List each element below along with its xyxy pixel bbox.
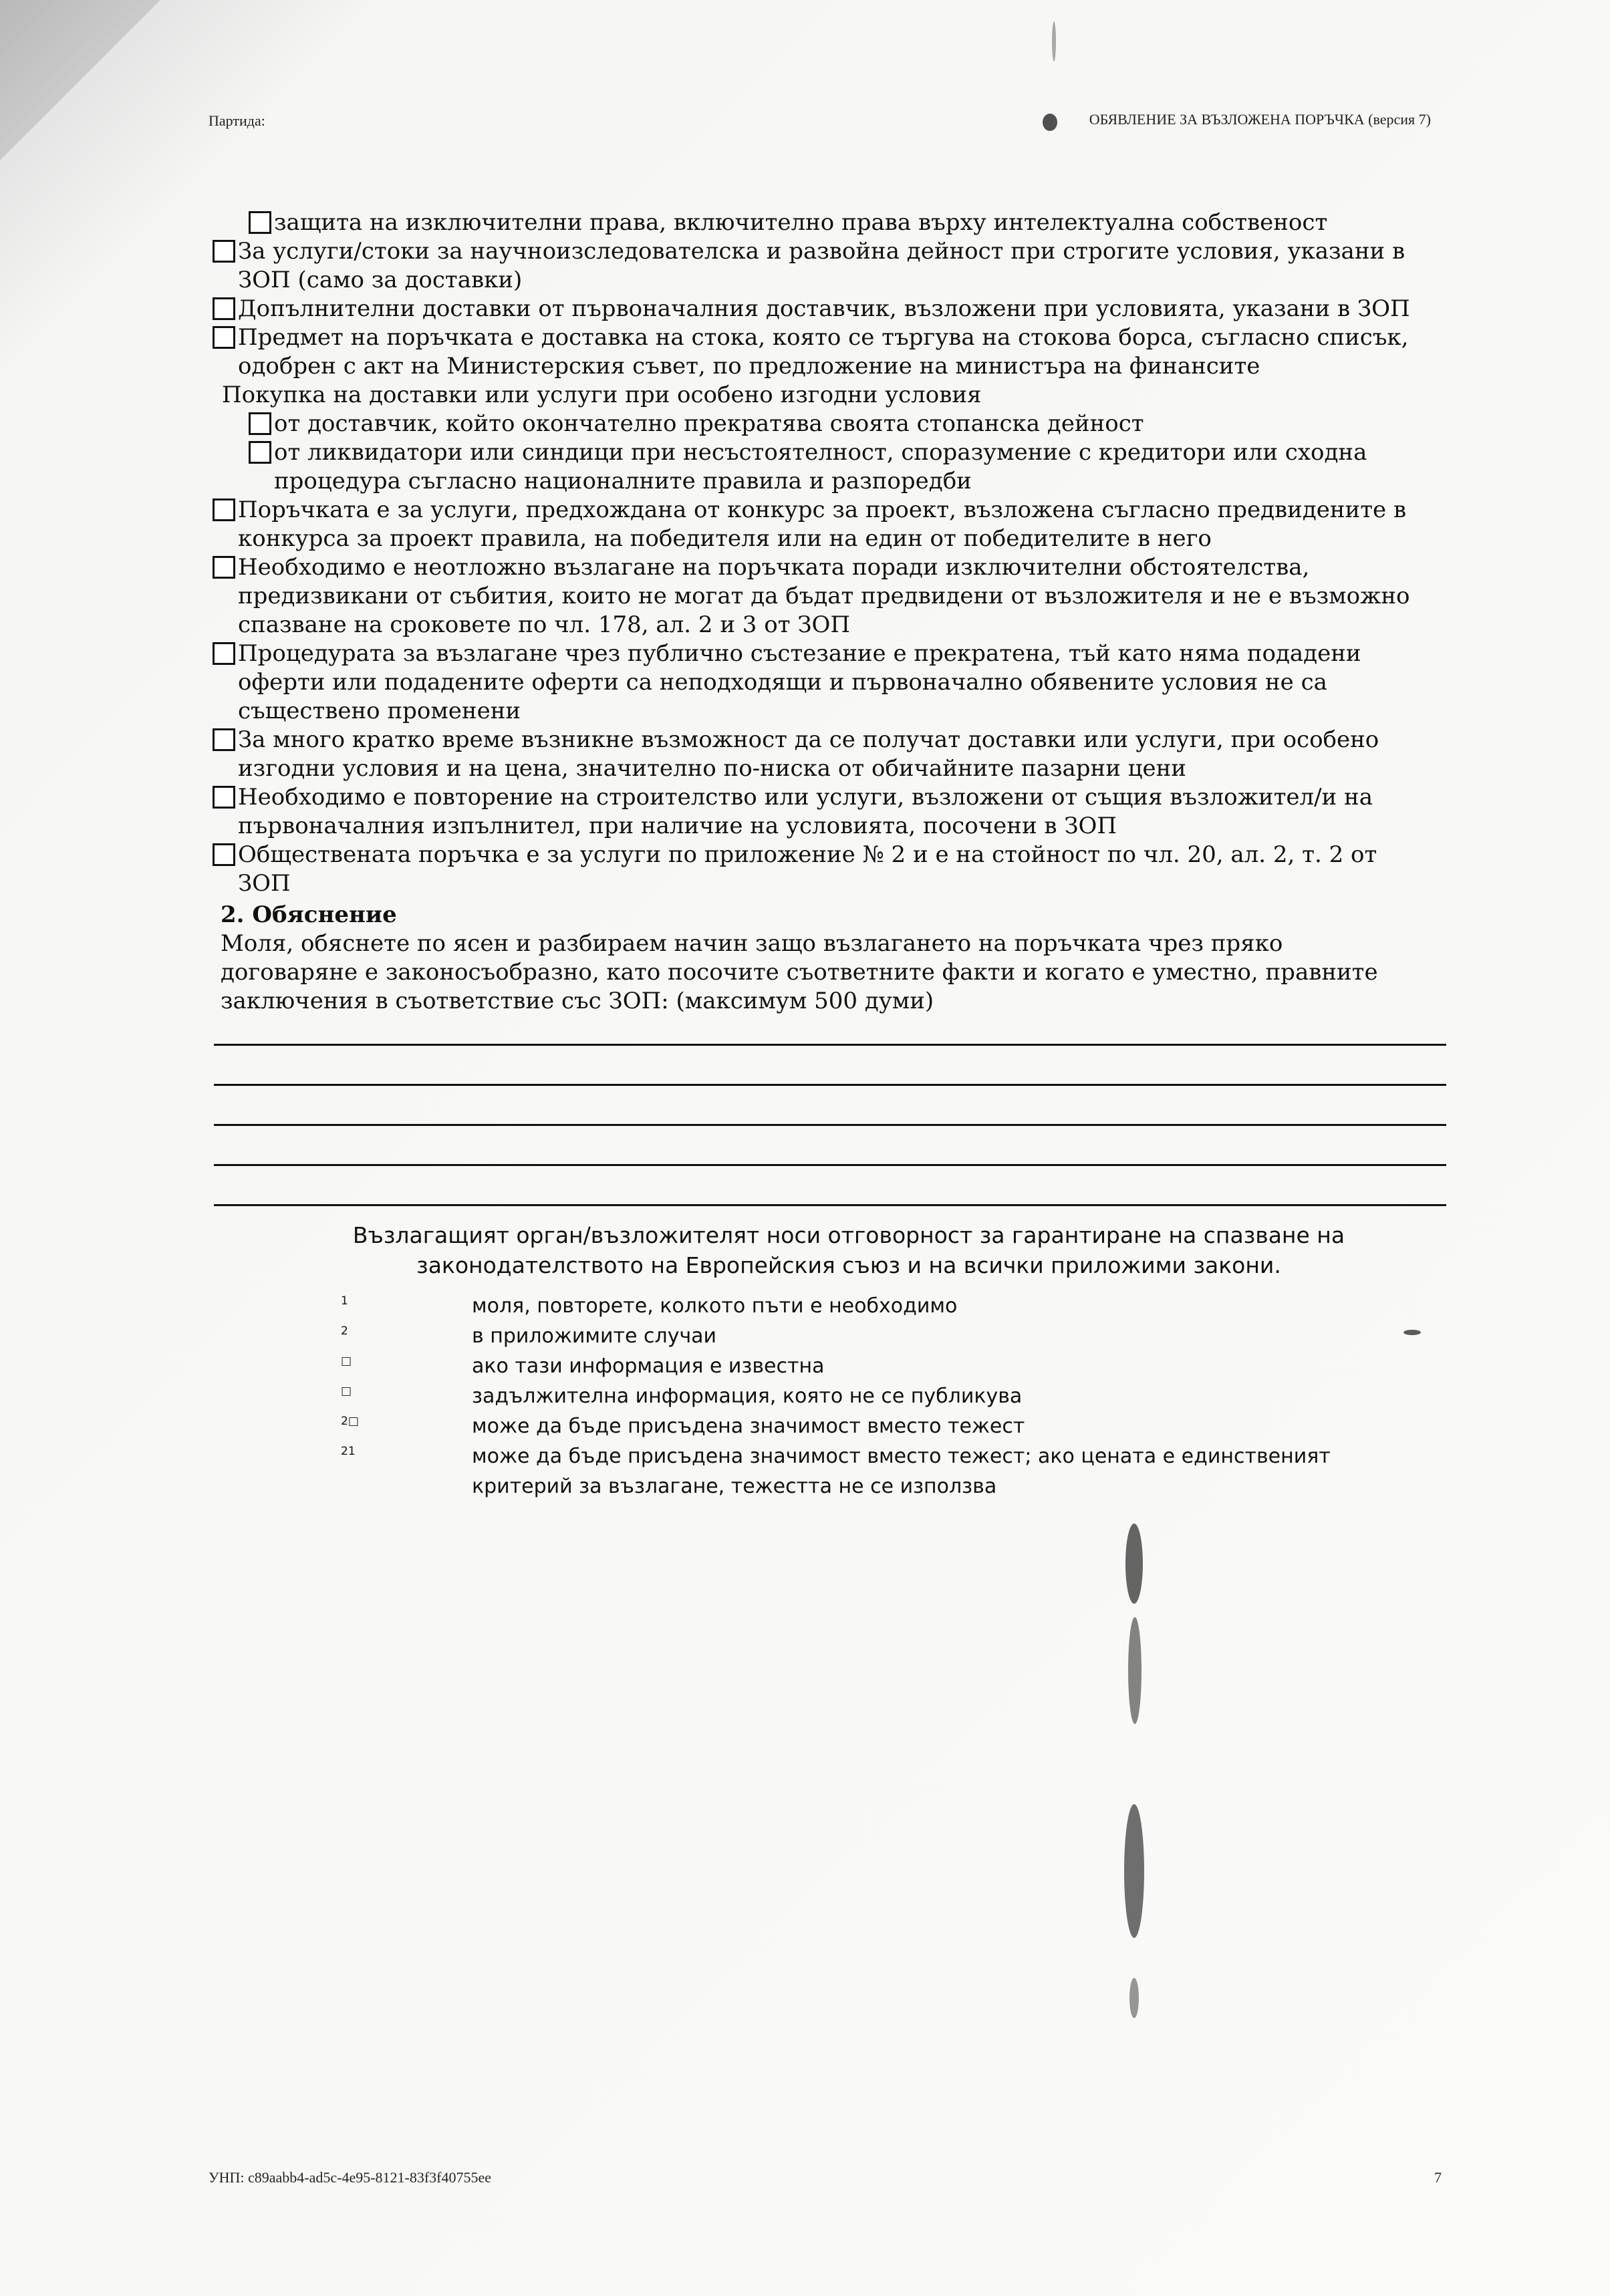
checkbox[interactable] — [213, 786, 235, 809]
checkbox[interactable] — [213, 297, 235, 320]
explanation-heading: 2. Обяснение — [221, 901, 397, 928]
footnote-text: ако тази информация е известна — [472, 1354, 825, 1378]
option-annex2-services — [213, 841, 1416, 898]
footnote-mark: □ — [341, 1354, 352, 1368]
option-label: Поръчката е за услуги, предхождана от конкурс за проект, възложена съгласно предвидените в конкурса за проект правила, на победителя или на един от победителите в него — [238, 496, 1407, 552]
footnote-item — [341, 1411, 1410, 1441]
answer-line — [214, 1084, 1446, 1086]
option-additional-deliveries — [213, 295, 1416, 323]
answer-line — [214, 1164, 1446, 1166]
footnote-mark: 1 — [341, 1294, 348, 1308]
explanation-instructions: Моля, обяснете по ясен и разбираем начин защо възлагането на поръчката чрез пряко договаряне е законосъобразно, като посочите съответните факти и когато е уместно, правните заключения в съответствие със ЗОП: (максимум 500 думи) — [221, 930, 1378, 1014]
header-batch-label: Партида: — [209, 112, 265, 129]
ink-smudge — [1129, 1978, 1139, 2018]
option-liquidators — [213, 438, 1416, 496]
checkbox[interactable] — [249, 211, 271, 234]
option-label: Необходимо е повторение на строителство или услуги, възложени от същия възложител/и на първоначалния изпълнител, при наличие на условията, посочени в ЗОП — [238, 784, 1373, 839]
ink-smudge — [1403, 1330, 1421, 1335]
ink-smudge — [1125, 1524, 1143, 1604]
folded-corner — [0, 0, 160, 160]
responsibility-statement: Възлагащият орган/възложителят носи отговорност за гарантиране на спазване на законодателството на Европейския съюз и на всички приложими закони. — [352, 1222, 1345, 1278]
footnote-mark: □ — [341, 1385, 352, 1398]
checkbox[interactable] — [213, 728, 235, 751]
footnote-text: в приложимите случаи — [472, 1324, 717, 1348]
checkbox[interactable] — [213, 498, 235, 521]
option-label: Процедурата за възлагане чрез публично състезание е прекратена, тъй като няма подадени оферти или подадените оферти са неподходящи и първоначално обявените условия не са съществено променени — [238, 640, 1361, 724]
option-short-opportunity — [213, 726, 1416, 783]
ink-smudge — [1052, 21, 1056, 61]
option-label: Необходимо е неотложно възлагане на поръчката поради изключителни обстоятелства, предизвикани от събития, които не могат да бъдат предвидени от възложителя и не е възможно спазване на сроковете по чл. 178, ал. 2 и 3 от ЗОП — [238, 554, 1410, 638]
option-label: от ликвидатори или синдици при несъстоятелност, споразумение с кредитори или сходна процедура съгласно националните правила и разпоредби — [274, 439, 1367, 494]
ink-smudge — [1043, 114, 1057, 131]
option-ip-rights — [213, 208, 1416, 237]
footnote-text: може да бъде присъдена значимост вместо тежест — [472, 1415, 1025, 1438]
option-supplier-closing — [213, 410, 1416, 438]
option-label: от доставчик, който окончателно прекратява своята стопанска дейност — [274, 410, 1144, 437]
option-design-contest — [213, 496, 1416, 553]
footnote-item — [341, 1351, 1410, 1381]
option-label: защита на изключителни права, включително права върху интелектуална собственост — [274, 209, 1328, 236]
option-label: Обществената поръчка е за услуги по приложение № 2 и е на стойност по чл. 20, ал. 2, т. 2 от ЗОП — [238, 841, 1377, 897]
footnote-text: може да бъде присъдена значимост вместо тежест; ако цената е единственият критерий за възлагане, тежестта не се използва — [472, 1445, 1331, 1498]
footnote-mark: 2 — [341, 1324, 348, 1338]
footnote-mark: 2□ — [341, 1415, 359, 1428]
favorable-terms-heading: Покупка на доставки или услуги при особено изгодни условия — [222, 382, 982, 408]
footnote-item — [341, 1291, 1410, 1321]
answer-line — [214, 1204, 1446, 1206]
ink-smudge — [1128, 1617, 1142, 1724]
option-label: Допълнителни доставки от първоначалния доставчик, възложени при условията, указани в ЗОП — [238, 295, 1410, 322]
footnote-mark: 21 — [341, 1445, 356, 1458]
footnotes — [341, 1291, 1410, 1501]
checkbox[interactable] — [213, 843, 235, 866]
checkbox[interactable] — [213, 642, 235, 665]
checkbox[interactable] — [213, 556, 235, 579]
footnote-item — [341, 1441, 1410, 1501]
header-form-title: ОБЯВЛЕНИЕ ЗА ВЪЗЛОЖЕНА ПОРЪЧКА (версия 7) — [1089, 111, 1431, 128]
option-label: Предмет на поръчката е доставка на стока, която се търгува на стокова борса, съгласно списък, одобрен с акт на Министерския съвет, по предложение на министъра на финансите — [238, 324, 1409, 380]
explanation-answer-lines[interactable] — [214, 1044, 1446, 1244]
footnote-item — [341, 1381, 1410, 1411]
checkbox[interactable] — [249, 441, 271, 464]
checkbox[interactable] — [213, 326, 235, 349]
footer-unp: УНП: c89aabb4-ad5c-4e95-8121-83f3f40755ee — [209, 2169, 492, 2186]
option-repetition — [213, 783, 1416, 841]
ink-smudge — [1124, 1804, 1144, 1938]
footnote-item — [341, 1321, 1410, 1351]
checkbox[interactable] — [213, 240, 235, 263]
option-research — [213, 237, 1416, 295]
procedure-grounds-section — [213, 208, 1416, 1016]
option-commodity-exchange — [213, 323, 1416, 381]
option-label: За много кратко време възникне възможност да се получат доставки или услуги, при особено изгодни условия и на цена, значително по-ниска от обичайните пазарни цени — [238, 726, 1379, 782]
page-number: 7 — [1434, 2169, 1442, 2186]
answer-line — [214, 1044, 1446, 1046]
footnote-text: моля, повторете, колкото пъти е необходимо — [472, 1294, 958, 1318]
option-terminated-procedure — [213, 639, 1416, 726]
checkbox[interactable] — [249, 412, 271, 435]
footnote-text: задължителна информация, която не се публикува — [472, 1385, 1023, 1408]
option-label: За услуги/стоки за научноизследователска и развойна дейност при строгите условия, указани в ЗОП (само за доставки) — [238, 238, 1405, 293]
answer-line — [214, 1124, 1446, 1126]
option-urgency — [213, 553, 1416, 639]
